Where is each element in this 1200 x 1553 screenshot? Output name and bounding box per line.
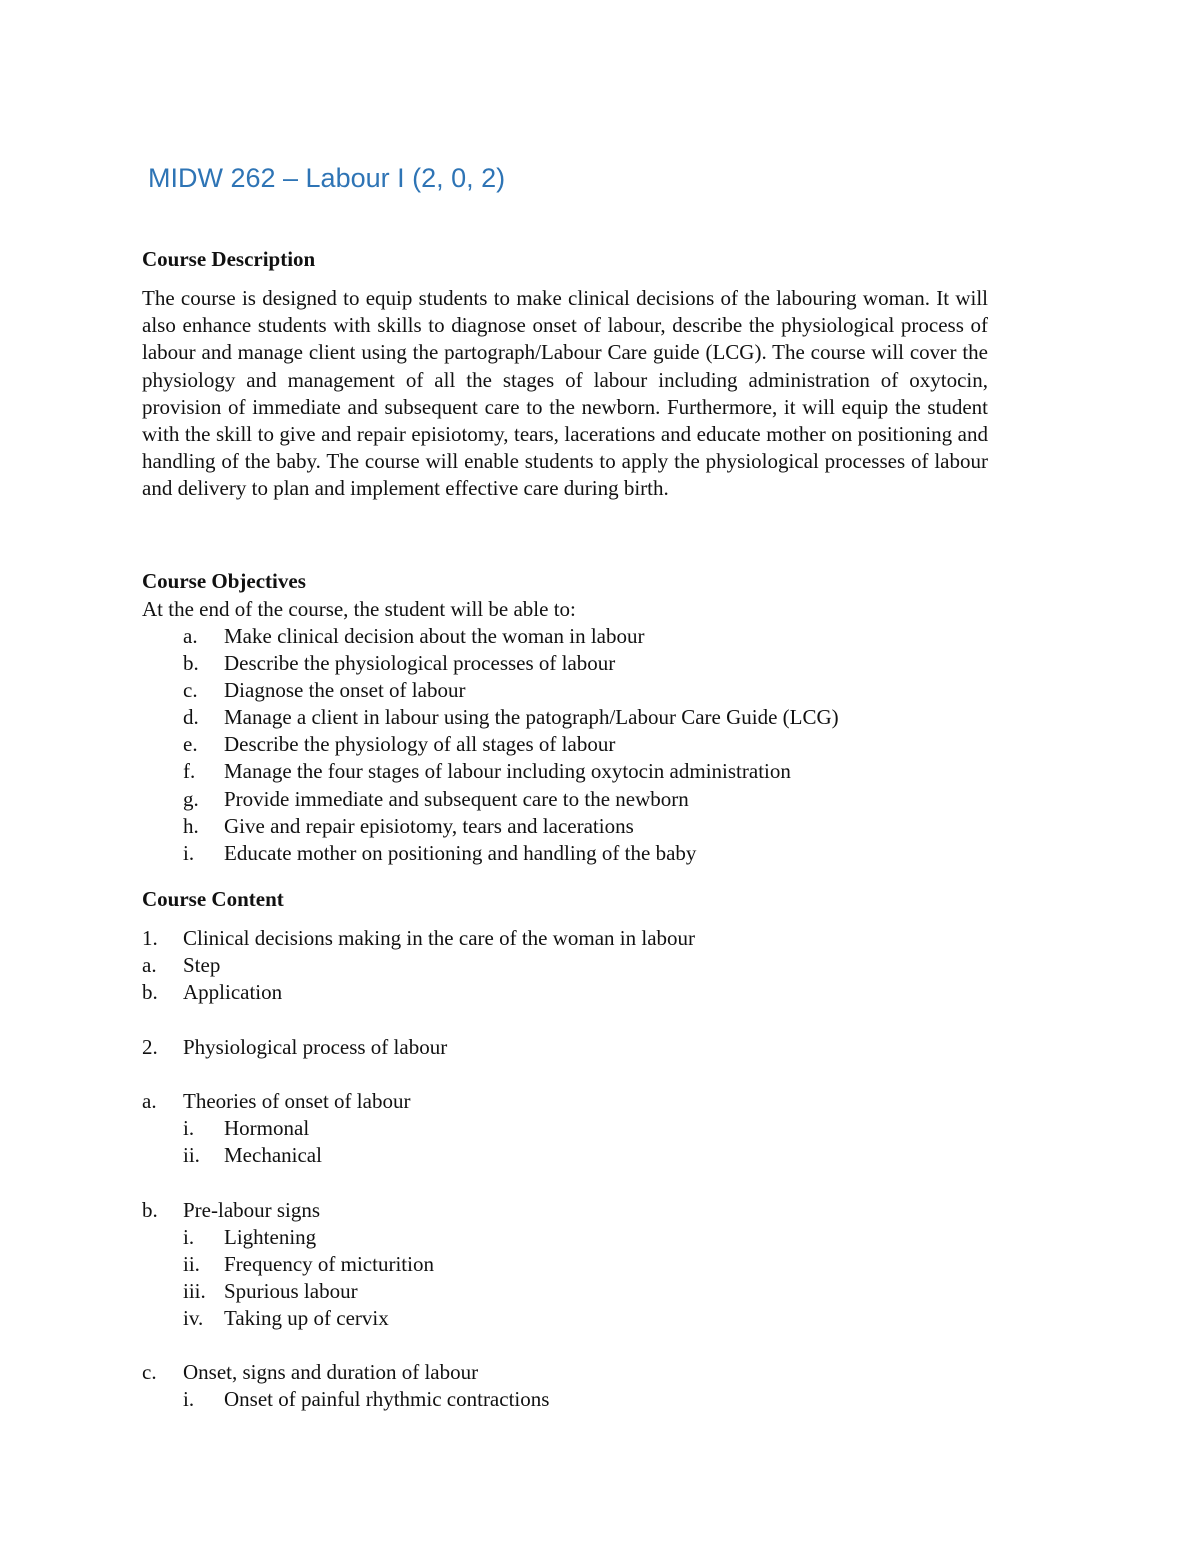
objective-text: Diagnose the onset of labour [224,678,466,702]
content-section-text: Physiological process of labour [183,1035,448,1059]
objective-marker: d. [183,705,199,729]
content-subitem-marker: b. [142,980,158,1004]
objective-marker: a. [183,624,198,648]
objective-marker: i. [183,841,195,865]
content-subsubitem-text: Frequency of micturition [224,1252,434,1276]
objective-marker: h. [183,814,199,838]
content-subsubitem-text: Onset of painful rhythmic contractions [224,1387,550,1411]
objective-marker: g. [183,787,199,811]
content-subsubitem-text: Lightening [224,1225,317,1249]
content-subitem-text: Pre-labour signs [183,1198,321,1222]
objective-text: Describe the physiological processes of labour [224,651,616,675]
objective-marker: e. [183,732,198,756]
document-title: MIDW 262 – Labour I (2, 0, 2) [148,163,506,193]
content-subitem-marker: b. [142,1198,158,1222]
content-section-marker: 2. [142,1035,158,1059]
objective-text: Educate mother on positioning and handling of the baby [224,841,697,865]
course-description-paragraph: The course is designed to equip students to make clinical decisions of the labouring woman. It will also enhance students with skills to diagnose onset of labour, describe the physiological process of labour and manage client using the partograph/Labour Care guide (LCG). The course will cover the physiology and management of all the stages of labour including administration of oxytocin, provision of immediate and subsequent care to the newborn. Furthermore, it will equip the student with the skill to give and repair episiotomy, tears, lacerations and educate mother on positioning and handling of the baby. The course will enable students to apply the physiological processes of labour and delivery to plan and implement effective care during birth. [142,286,988,501]
content-subsubitem-text: Taking up of cervix [224,1306,389,1330]
objective-marker: f. [183,759,196,783]
objective-marker: c. [183,678,198,702]
course-objectives-intro: At the end of the course, the student will be able to: [142,597,576,621]
content-subitem-marker: c. [142,1360,157,1384]
content-subsubitem-marker: i. [183,1225,195,1249]
objective-text: Describe the physiology of all stages of labour [224,732,616,756]
content-subsubitem-marker: iv. [183,1306,204,1330]
objective-text: Make clinical decision about the woman in labour [224,624,645,648]
content-subsubitem-text: Mechanical [224,1143,322,1167]
content-subitem-text: Step [183,953,221,977]
content-subitem-text: Onset, signs and duration of labour [183,1360,479,1384]
objective-marker: b. [183,651,199,675]
content-subsubitem-marker: i. [183,1387,195,1411]
content-section-text: Clinical decisions making in the care of the woman in labour [183,926,696,950]
course-description-heading: Course Description [142,247,316,271]
content-subsubitem-marker: ii. [183,1252,200,1276]
objective-text: Manage a client in labour using the patograph/Labour Care Guide (LCG) [224,705,839,729]
course-objectives-heading: Course Objectives [142,569,306,593]
content-subsubitem-marker: iii. [183,1279,206,1303]
content-subsubitem-text: Hormonal [224,1116,310,1140]
content-section-marker: 1. [142,926,158,950]
content-subsubitem-marker: ii. [183,1143,200,1167]
content-subitem-marker: a. [142,953,157,977]
content-subitem-marker: a. [142,1089,157,1113]
objective-text: Manage the four stages of labour including oxytocin administration [224,759,791,783]
objective-text: Give and repair episiotomy, tears and lacerations [224,814,634,838]
objective-text: Provide immediate and subsequent care to the newborn [224,787,689,811]
course-content-heading: Course Content [142,887,284,911]
content-subsubitem-marker: i. [183,1116,195,1140]
content-subsubitem-text: Spurious labour [224,1279,358,1303]
content-subitem-text: Theories of onset of labour [183,1089,411,1113]
content-subitem-text: Application [183,980,283,1004]
